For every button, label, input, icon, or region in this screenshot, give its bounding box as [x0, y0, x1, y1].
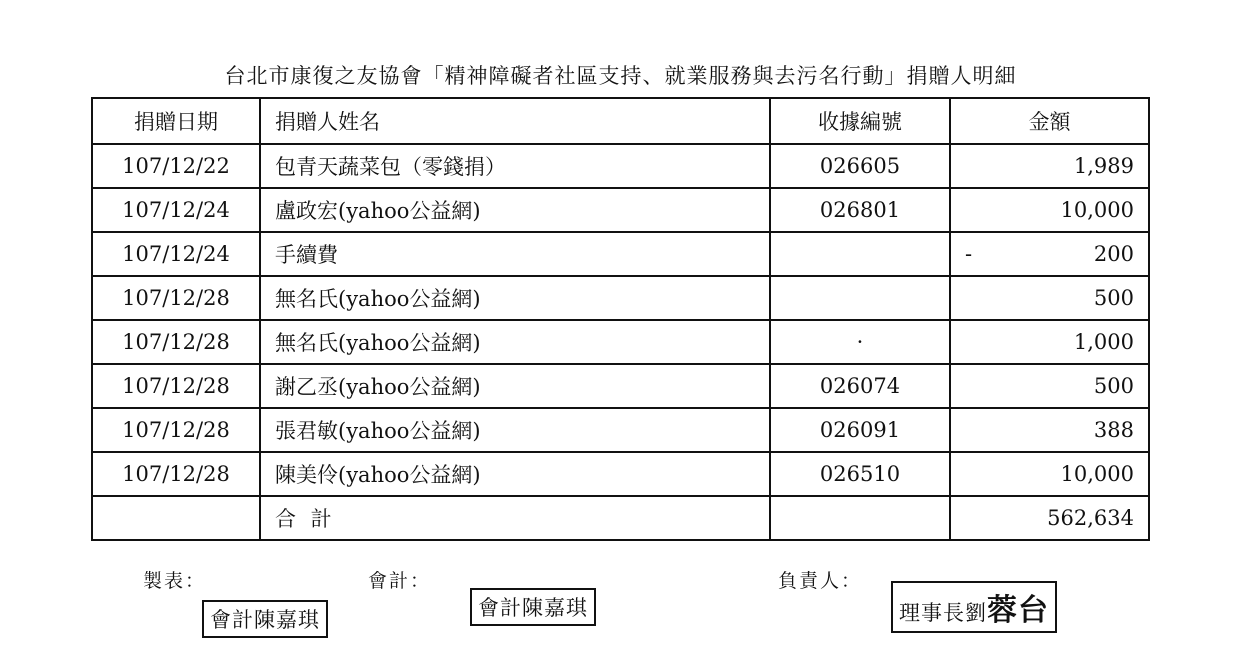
- donor-name: 盧政宏(yahoo公益網): [260, 188, 770, 232]
- donor-name: 手續費: [260, 232, 770, 276]
- amount-value: 10,000: [1060, 462, 1134, 486]
- responsible-label: 負責人：: [778, 570, 863, 592]
- maker-label: 製表：: [143, 570, 207, 592]
- accountant-label: 會計：: [368, 570, 432, 592]
- total-date-cell: [92, 496, 260, 540]
- table-row: [92, 188, 1149, 232]
- amount-value: 388: [1093, 418, 1134, 442]
- receipt-number: 026074: [770, 364, 950, 408]
- donor-name: 謝乙丞(yahoo公益網): [260, 364, 770, 408]
- amount-cell: [950, 320, 1149, 364]
- accountant-stamp: 會計陳嘉琪: [470, 588, 596, 626]
- donation-date: 107/12/28: [92, 320, 260, 364]
- receipt-number: 026091: [770, 408, 950, 452]
- header-date: 捐贈日期: [92, 98, 260, 144]
- amount-value: 1,000: [1073, 330, 1134, 354]
- amount-cell: [950, 452, 1149, 496]
- amount-value: 10,000: [1060, 198, 1134, 222]
- chair-stamp: [891, 581, 1057, 633]
- chair-stamp-prefix: 理事長劉: [899, 601, 987, 625]
- amount-cell: [950, 408, 1149, 452]
- donation-date: 107/12/24: [92, 188, 260, 232]
- receipt-number: 026801: [770, 188, 950, 232]
- total-receipt-cell: [770, 496, 950, 540]
- amount-cell: [950, 364, 1149, 408]
- table-header-row: [92, 98, 1149, 144]
- amount-cell: [950, 276, 1149, 320]
- table-row: [92, 408, 1149, 452]
- table-row: [92, 232, 1149, 276]
- amount-sign: -: [965, 242, 973, 266]
- donor-name: 陳美伶(yahoo公益網): [260, 452, 770, 496]
- chair-stamp-name: 蓉台: [987, 593, 1049, 628]
- amount-cell: [950, 232, 1149, 276]
- total-row: [92, 496, 1149, 540]
- amount-value: 500: [1093, 286, 1134, 310]
- total-label: 合 計: [260, 496, 770, 540]
- amount-value: 200: [1093, 242, 1134, 266]
- table-row: [92, 320, 1149, 364]
- amount-value: 500: [1093, 374, 1134, 398]
- table-row: [92, 364, 1149, 408]
- receipt-number: 026510: [770, 452, 950, 496]
- table-row: [92, 452, 1149, 496]
- donation-date: 107/12/28: [92, 452, 260, 496]
- amount-cell: [950, 188, 1149, 232]
- total-amount: 562,634: [950, 496, 1149, 540]
- header-receipt-number: 收據編號: [770, 98, 950, 144]
- donation-table: [91, 97, 1150, 541]
- amount-value: 1,989: [1073, 154, 1134, 178]
- document-title: 台北市康復之友協會「精神障礙者社區支持、就業服務與去污名行動」捐贈人明細: [224, 64, 1017, 88]
- donor-name: 無名氏(yahoo公益網): [260, 276, 770, 320]
- donor-name: 包青天蔬菜包（零錢捐）: [260, 144, 770, 188]
- donor-name: 張君敏(yahoo公益網): [260, 408, 770, 452]
- table-row: [92, 276, 1149, 320]
- receipt-number: ·: [770, 320, 950, 364]
- maker-stamp: 會計陳嘉琪: [202, 600, 328, 638]
- receipt-number: [770, 232, 950, 276]
- donation-date: 107/12/28: [92, 408, 260, 452]
- header-amount: 金額: [950, 98, 1149, 144]
- donation-date: 107/12/24: [92, 232, 260, 276]
- header-donor-name: 捐贈人姓名: [260, 98, 770, 144]
- donation-date: 107/12/28: [92, 364, 260, 408]
- donation-date: 107/12/28: [92, 276, 260, 320]
- receipt-number: [770, 276, 950, 320]
- receipt-number: 026605: [770, 144, 950, 188]
- table-row: [92, 144, 1149, 188]
- donation-date: 107/12/22: [92, 144, 260, 188]
- donor-name: 無名氏(yahoo公益網): [260, 320, 770, 364]
- amount-cell: [950, 144, 1149, 188]
